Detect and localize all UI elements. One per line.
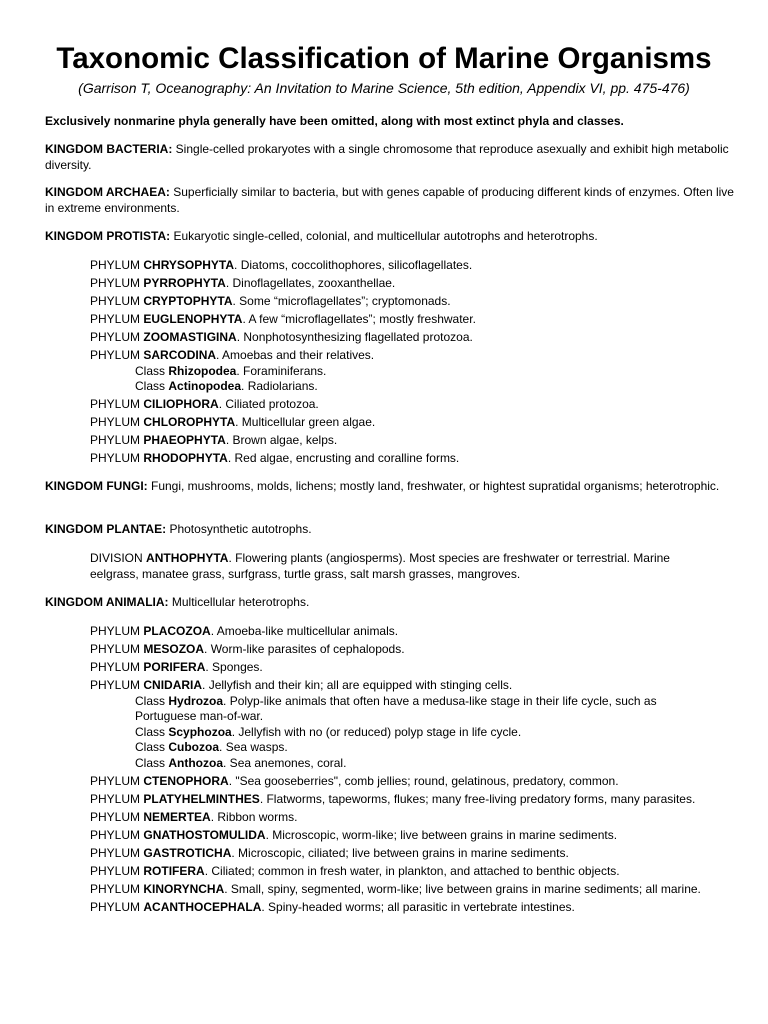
taxon-rank: PHYLUM — [90, 312, 141, 326]
taxon-description: . Amoebas and their relatives. — [216, 348, 375, 362]
kingdom-label: KINGDOM PLANTAE: — [45, 522, 167, 536]
taxon-entry — [90, 551, 715, 582]
taxon-description: . Dinoflagellates, zooxanthellae. — [225, 276, 396, 290]
taxon-entry — [90, 294, 715, 310]
taxon-rank: PHYLUM — [90, 433, 141, 447]
class-entry — [90, 756, 715, 772]
taxon-entry — [90, 415, 715, 431]
taxon-name: MESOZOA — [143, 642, 205, 656]
taxon-rank: PHYLUM — [90, 863, 141, 878]
class-entry — [90, 725, 715, 741]
class-name: Actinopodea — [168, 379, 242, 393]
taxon-line — [90, 312, 715, 328]
taxon-line — [90, 882, 715, 898]
taxon-line — [90, 810, 715, 826]
kingdom-label: KINGDOM BACTERIA: — [45, 142, 173, 156]
taxon-name: ACANTHOCEPHALA — [143, 899, 262, 914]
taxon-line — [90, 792, 715, 808]
taxon-entry — [90, 312, 715, 328]
taxon-name: PORIFERA — [143, 660, 206, 674]
taxon-name: PLACOZOA — [143, 624, 211, 638]
class-name: Hydrozoa — [168, 693, 224, 708]
taxon-name: ANTHOPHYTA — [146, 551, 229, 565]
taxon-line — [90, 276, 715, 292]
class-name: Rhizopodea — [168, 363, 237, 378]
taxon-name: CNIDARIA — [143, 678, 203, 692]
taxon-entry — [90, 258, 715, 274]
taxon-rank: PHYLUM — [90, 881, 141, 896]
taxon-name: EUGLENOPHYTA — [143, 312, 243, 326]
taxon-name: CHRYSOPHYTA — [143, 258, 235, 272]
class-entry — [90, 694, 715, 725]
class-description: . Polyp-like animals that often have a medusa-like stage in their life cycle, such as Portuguese man-of-war. — [135, 693, 657, 723]
taxon-description: . "Sea gooseberries", comb jellies; round, gelatinous, predatory, common. — [228, 773, 619, 788]
class-entry — [90, 364, 715, 380]
taxon-line — [90, 258, 715, 274]
taxon-name: ROTIFERA — [143, 863, 205, 878]
taxon-rank: PHYLUM — [90, 397, 141, 411]
page-subtitle: (Garrison T, Oceanography: An Invitation to Marine Science, 5th edition, Appendix VI, pp. 475-476) — [78, 80, 690, 96]
taxon-entry — [90, 624, 715, 640]
class-rank: Class — [135, 379, 166, 393]
taxon-description: . Sponges. — [205, 660, 263, 674]
taxon-name: KINORYNCHA — [143, 881, 225, 896]
taxon-description: . Nonphotosynthesizing flagellated protozoa. — [236, 330, 473, 344]
taxon-entry — [90, 846, 715, 862]
taxon-entry — [90, 660, 715, 676]
class-rank: Class — [135, 755, 166, 770]
taxon-rank: PHYLUM — [90, 660, 141, 674]
taxon-description: . Multicellular green algae. — [235, 415, 376, 429]
class-entry — [90, 740, 715, 756]
taxon-name: CTENOPHORA — [143, 773, 229, 788]
kingdom-plantae — [45, 522, 735, 538]
taxon-line — [90, 846, 715, 862]
taxon-line — [90, 433, 715, 449]
taxon-entry — [90, 397, 715, 413]
class-description: . Sea wasps. — [219, 740, 288, 754]
taxon-description: . Flatworms, tapeworms, flukes; many free-living predatory forms, many parasites. — [259, 791, 696, 806]
taxon-description: . Small, spiny, segmented, worm-like; live between grains in marine sediments; all marine. — [224, 881, 701, 896]
taxon-description: . Brown algae, kelps. — [225, 433, 338, 447]
taxon-description: . Some “microflagellates”; cryptomonads. — [232, 294, 451, 308]
taxon-line — [90, 624, 715, 640]
taxon-rank: PHYLUM — [90, 845, 141, 860]
taxon-rank: PHYLUM — [90, 451, 141, 465]
taxon-description: . Ciliated; common in fresh water, in plankton, and attached to benthic objects. — [204, 863, 620, 878]
taxon-entry — [90, 348, 715, 395]
class-rank: Class — [135, 724, 166, 739]
taxon-line — [90, 330, 715, 346]
taxon-line — [90, 294, 715, 310]
taxon-rank: PHYLUM — [90, 624, 141, 638]
taxon-rank: PHYLUM — [90, 415, 141, 429]
taxon-description: . Ribbon worms. — [210, 809, 298, 824]
kingdom-label: KINGDOM PROTISTA: — [45, 229, 171, 243]
taxon-rank: PHYLUM — [90, 330, 141, 344]
taxon-line — [90, 397, 715, 413]
taxon-line — [90, 451, 715, 467]
class-rank: Class — [135, 363, 166, 378]
taxon-line — [90, 642, 715, 658]
taxon-rank: PHYLUM — [90, 809, 141, 824]
taxon-line — [90, 660, 715, 676]
taxon-description: . Spiny-headed worms; all parasitic in vertebrate intestines. — [261, 899, 575, 914]
taxon-rank: PHYLUM — [90, 642, 141, 656]
page-title: Taxonomic Classification of Marine Organisms — [56, 42, 712, 75]
animalia-phyla-list — [90, 624, 715, 918]
taxon-entry — [90, 882, 715, 898]
taxon-line — [90, 348, 715, 364]
taxon-name: PLATYHELMINTHES — [143, 791, 260, 806]
class-name: Cubozoa — [168, 740, 220, 754]
taxon-line — [90, 678, 715, 694]
taxon-entry — [90, 810, 715, 826]
taxon-description: . Microscopic, ciliated; live between grains in marine sediments. — [231, 845, 569, 860]
taxon-rank: PHYLUM — [90, 348, 141, 362]
taxon-entry — [90, 900, 715, 916]
taxon-entry — [90, 678, 715, 771]
taxon-rank: PHYLUM — [90, 827, 141, 842]
taxon-name: ZOOMASTIGINA — [143, 330, 237, 344]
class-description: . Sea anemones, coral. — [223, 755, 347, 770]
kingdom-label: KINGDOM ARCHAEA: — [45, 185, 170, 199]
taxon-rank: PHYLUM — [90, 791, 141, 806]
taxon-rank: PHYLUM — [90, 678, 141, 692]
taxon-description: . Diatoms, coccolithophores, silicoflagellates. — [234, 258, 473, 272]
taxon-rank: PHYLUM — [90, 773, 141, 788]
kingdom-description: Photosynthetic autotrophs. — [169, 522, 312, 536]
taxon-line — [90, 774, 715, 790]
taxon-description: . Red algae, encrusting and coralline forms. — [227, 451, 460, 465]
taxon-line — [90, 551, 715, 582]
taxon-line — [90, 415, 715, 431]
taxon-rank: PHYLUM — [90, 276, 141, 290]
kingdom-description: Eukaryotic single-celled, colonial, and multicellular autotrophs and heterotrophs. — [173, 229, 598, 243]
taxon-line — [90, 864, 715, 880]
taxon-description: . A few “microflagellates”; mostly freshwater. — [242, 312, 476, 326]
intro-note: Exclusively nonmarine phyla generally have been omitted, along with most extinct phyla and classes. — [45, 114, 624, 128]
taxon-rank: PHYLUM — [90, 899, 141, 914]
taxon-description: . Jellyfish and their kin; all are equipped with stinging cells. — [202, 678, 513, 692]
taxon-entry — [90, 864, 715, 880]
class-entry — [90, 379, 715, 395]
taxon-line — [90, 900, 715, 916]
taxon-name: GNATHOSTOMULIDA — [143, 827, 266, 842]
protista-phyla-list — [90, 258, 715, 469]
taxon-name: CRYPTOPHYTA — [143, 294, 233, 308]
class-description: . Radiolarians. — [241, 379, 318, 393]
class-rank: Class — [135, 740, 166, 754]
taxon-entry — [90, 451, 715, 467]
taxon-rank: DIVISION — [90, 551, 143, 565]
taxon-name: GASTROTICHA — [143, 845, 232, 860]
taxon-description: . Amoeba-like multicellular animals. — [210, 624, 399, 638]
kingdom-description: Superficially similar to bacteria, but with genes capable of producing different kinds of enzymes. Often live in extreme environments. — [45, 185, 734, 215]
taxon-name: RHODOPHYTA — [143, 451, 228, 465]
taxon-name: PYRROPHYTA — [143, 276, 226, 290]
kingdom-label: KINGDOM ANIMALIA: — [45, 595, 169, 609]
class-rank: Class — [135, 693, 166, 708]
class-name: Anthozoa — [168, 755, 224, 770]
plantae-divisions-list — [90, 551, 715, 585]
kingdom-description: Single-celled prokaryotes with a single chromosome that reproduce asexually and exhibit high metabolic diversity. — [45, 142, 729, 172]
taxon-description: . Microscopic, worm-like; live between grains in marine sediments. — [265, 827, 618, 842]
taxon-entry — [90, 433, 715, 449]
taxon-entry — [90, 330, 715, 346]
taxon-description: . Ciliated protozoa. — [218, 397, 319, 411]
kingdom-archaea — [45, 185, 735, 216]
class-name: Scyphozoa — [168, 724, 232, 739]
taxon-name: CILIOPHORA — [143, 397, 219, 411]
kingdom-description: Fungi, mushrooms, molds, lichens; mostly land, freshwater, or hightest supratidal organisms; heterotrophic. — [151, 479, 720, 493]
kingdom-animalia — [45, 595, 735, 611]
taxon-entry — [90, 828, 715, 844]
class-description: . Jellyfish with no (or reduced) polyp stage in life cycle. — [231, 724, 522, 739]
kingdom-bacteria — [45, 142, 735, 173]
kingdom-description: Multicellular heterotrophs. — [171, 595, 310, 609]
taxon-name: CHLOROPHYTA — [143, 415, 236, 429]
kingdom-protista — [45, 229, 735, 245]
taxon-name: NEMERTEA — [143, 809, 211, 824]
kingdom-label: KINGDOM FUNGI: — [45, 479, 148, 493]
taxon-rank: PHYLUM — [90, 294, 141, 308]
taxon-rank: PHYLUM — [90, 258, 141, 272]
taxon-description: . Flowering plants (angiosperms). Most species are freshwater or terrestrial. Marine eelgrass, manatee grass, surfgrass, turtle grass, salt marsh grasses, mangroves. — [90, 551, 670, 581]
taxon-line — [90, 828, 715, 844]
taxon-name: SARCODINA — [143, 348, 217, 362]
taxon-entry — [90, 774, 715, 790]
class-description: . Foraminiferans. — [236, 363, 327, 378]
taxon-description: . Worm-like parasites of cephalopods. — [204, 642, 405, 656]
kingdom-fungi — [45, 479, 735, 495]
taxon-name: PHAEOPHYTA — [143, 433, 226, 447]
taxon-entry — [90, 642, 715, 658]
taxon-entry — [90, 276, 715, 292]
taxon-entry — [90, 792, 715, 808]
